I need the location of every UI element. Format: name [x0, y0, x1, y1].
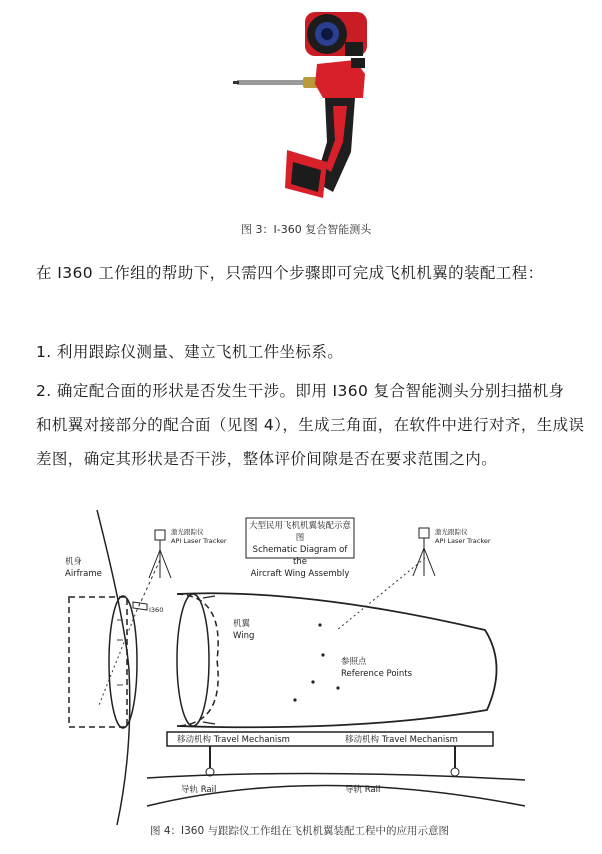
probe-label: I360 [149, 606, 164, 614]
rail-label-1: 导轨 Rail [181, 785, 217, 795]
travel-mechanism-label-2: 移动机构 Travel Mechanism [345, 735, 458, 745]
step-2-line-1: 2. 确定配合面的形状是否发生干涉。即用 I360 复合智能测头分别扫描机身 [36, 382, 565, 400]
left-tracker-label-en: API Laser Tracker [171, 537, 227, 545]
airframe-label-en: Airframe [65, 569, 102, 579]
rail-label-2: 导轨 Rail [345, 785, 381, 795]
left-tracker-label-cn: 激光跟踪仪 [171, 528, 204, 536]
step-2-line-3: 差图，确定其形状是否干涉，整体评价间隙是否在要求范围之内。 [36, 450, 498, 468]
diagram-title-cn: 大型民用飞机机翼装配示意图 [248, 521, 351, 543]
diagram-title-en-2: Aircraft Wing Assembly [250, 569, 350, 579]
reference-points-label-en: Reference Points [341, 669, 413, 679]
reference-points-label-cn: 参照点 [341, 657, 367, 667]
right-tracker-label-cn: 激光跟踪仪 [435, 528, 468, 536]
intro-paragraph: 在 I360 工作组的帮助下，只需四个步骤即可完成飞机机翼的装配工程： [36, 264, 544, 282]
right-tracker-label-en: API Laser Tracker [435, 537, 491, 545]
airframe-label-cn: 机身 [65, 557, 83, 567]
diagram-title-en-1: Schematic Diagram of the [252, 545, 348, 567]
step-1: 1. 利用跟踪仪测量、建立飞机工件坐标系。 [36, 343, 344, 361]
figure4-caption: 图 4：I360 与跟踪仪工作组在飞机机翼装配工程中的应用示意图 [150, 825, 449, 837]
figure3-caption: 图 3：I-360 复合智能测头 [241, 223, 372, 236]
travel-mechanism-label-1: 移动机构 Travel Mechanism [177, 735, 290, 745]
step-2-line-2: 和机翼对接部分的配合面（见图 4），生成三角面，在软件中进行对齐，生成误 [36, 416, 585, 434]
wing-label-cn: 机翼 [233, 619, 251, 629]
assembly-diagram [55, 510, 535, 825]
wing-label-en: Wing [233, 631, 255, 641]
probe-image [205, 2, 395, 202]
